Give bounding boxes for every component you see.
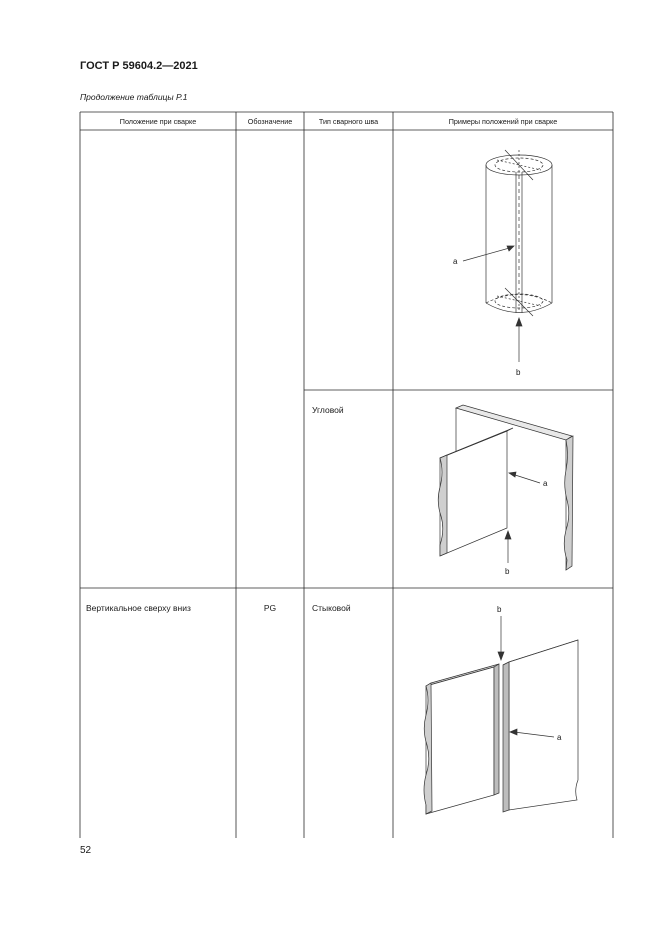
table-caption: Продолжение таблицы Р.1 [80,92,188,102]
fig1-label-a: a [453,257,458,266]
weld-type-fillet: Угловой [312,405,344,415]
column-header-designation: Обозначение [247,117,293,126]
fig2-label-b: b [505,567,510,576]
document-title: ГОСТ Р 59604.2—2021 [80,60,198,72]
column-header-weld-type: Тип сварного шва [318,117,379,126]
fig1-label-b: b [516,368,521,377]
designation-pg: PG [263,603,277,613]
fig2-label-a: a [543,479,548,488]
position-vertical-down: Вертикальное сверху вниз [86,603,191,613]
page-number: 52 [80,845,92,856]
butt-weld-vertical-down-figure [424,616,578,814]
column-header-position: Положение при сварке [119,117,197,126]
weld-type-butt: Стыковой [312,603,351,613]
fillet-weld-figure [438,405,573,570]
fig3-label-b: b [497,605,502,614]
column-header-examples: Примеры положений при сварке [448,117,558,126]
fig3-label-a: a [557,733,562,742]
pipe-vertical-seam-figure [463,150,552,362]
